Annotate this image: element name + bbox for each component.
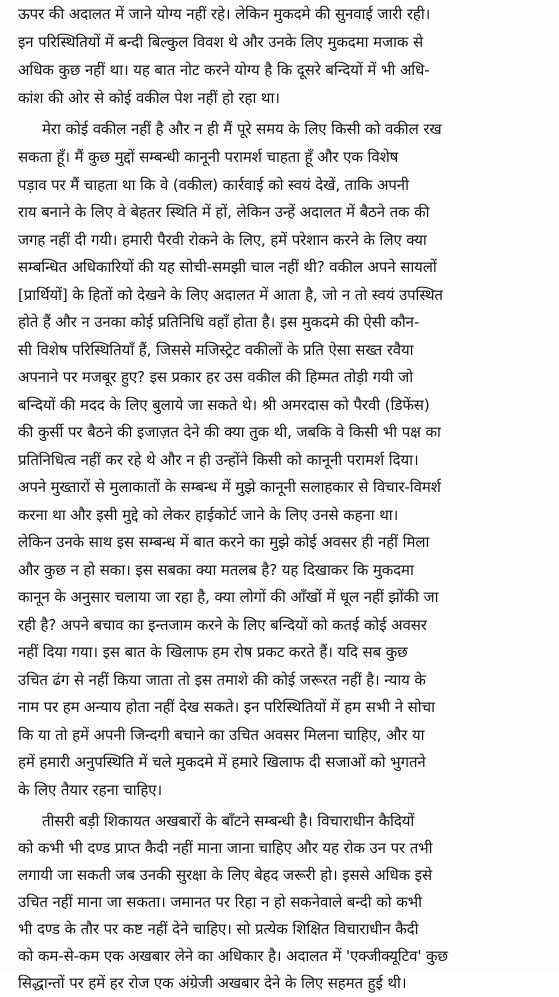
text-line: उचित ढंग से नहीं किया जाता तो इस तमाशे की कोई जरूरत नहीं है। न्याय के bbox=[18, 671, 426, 689]
text-line: और कुछ न हो सका। इस सबका क्या मतलब है? यह दिखाकर कि मुकदमा bbox=[18, 561, 414, 579]
text-line: के लिए तैयार रहना चाहिए। bbox=[18, 781, 163, 799]
text-line: जगह नहीं दी गयी। हमारी पैरवी रोकने के लिए, हमें परेशान करने के लिए क्या bbox=[18, 231, 427, 249]
text-line: भी दण्ड के तौर पर कष्ट नहीं देने चाहिए। सो प्रत्येक शिक्षित विचाराधीन कैदी bbox=[18, 920, 419, 938]
text-line: सी विशेष परिस्थितियाँ हैं, जिससे मजिस्ट्रेट वकीलों के प्रति ऐसा सख्त रवैया bbox=[18, 341, 414, 359]
text-line: की कुर्सी पर बैठने की इजाज़त देने की क्या तुक थी, जबकि वे किसी भी पक्ष का bbox=[18, 423, 441, 441]
text-line: रही है? अपने बचाव का इन्तजाम करने के लिए बन्दियों को कतई कोई अवसर bbox=[18, 616, 427, 634]
text-line: करना था और इसी मुद्दे को लेकर हाईकोर्ट जाने के लिए उनसे कहना था। bbox=[18, 506, 399, 524]
text-line: होते हैं और न उनका कोई प्रतिनिधि वहाँ होता है। इस मुकदमे की ऐसी कौन- bbox=[18, 313, 420, 331]
text-line: कानून के अनुसार चलाया जा रहा है, क्या लोगों की आँखों में धूल नहीं झोंकी जा bbox=[18, 588, 439, 606]
text-line: अधिक कुछ नहीं था। यह बात नोट करने योग्य है कि दूसरे बन्दियों में भी अधि- bbox=[18, 61, 430, 79]
text-line: बन्दियों की मदद के लिए बुलाये जा सकते थे। श्री अमरदास को पैरवी (डिफेंस) bbox=[18, 396, 430, 414]
text-line: राय बनाने के लिए वे बेहतर स्थिति में हों, लेकिन उन्हें अदालत में बैठने तक की bbox=[18, 203, 430, 221]
paragraph-first-line: मेरा कोई वकील नहीं है और न ही मैं पूरे समय के लिए किसी को वकील रख bbox=[42, 120, 442, 138]
paragraph-first-line: तीसरी बड़ी शिकायत अखबारों के बाँटने सम्बन्धी है। विचाराधीन कैदियों bbox=[42, 812, 415, 830]
text-line: सिद्धान्तों पर हमें हर रोज एक अंग्रेजी अखबार देने के लिए सहमत हुई थी। bbox=[18, 974, 407, 992]
text-line: सम्बन्धित अधिकारियों की यह सोची-समझी चाल नहीं थी? वकील अपने सायलों bbox=[18, 258, 437, 276]
text-line: ऊपर की अदालत में जाने योग्य नहीं रहे। लेकिन मुकदमे की सुनवाई जारी रही। bbox=[18, 5, 431, 23]
text-line: लगायी जा सकती जब उनकी सुरक्षा के लिए बेहद जरूरी हो। इससे अधिक इसे bbox=[18, 866, 432, 884]
text-line: अपने मुख्तारों से मुलाकातों के सम्बन्ध में मुझे कानूनी सलाहकार से विचार-विमर्श bbox=[18, 478, 441, 496]
text-line: इन परिस्थितियों में बन्दी बिल्कुल विवश थे और उनके लिए मुकदमा मजाक से bbox=[18, 33, 423, 51]
text-line: उचित नहीं माना जा सकता। जमानत पर रिहा न हो सकनेवाले बन्दी को कभी bbox=[18, 893, 422, 911]
text-line: हमें हमारी अनुपस्थिति में चले मुकदमे में हमारे खिलाफ दी सजाओं को भुगतने bbox=[18, 753, 426, 771]
text-line: सकता हूँ। मैं कुछ मुद्दों सम्बन्धी कानूनी परामर्श चाहता हूँ और एक विशेष bbox=[18, 148, 399, 166]
text-line: कि या तो हमें अपनी जिन्दगी बचाने का उचित अवसर मिलना चाहिए, और या bbox=[18, 726, 425, 744]
text-line: नहीं दिया गया। इस बात के खिलाफ हम रोष प्रकट करते हैं। यदि सब कुछ bbox=[18, 643, 408, 661]
text-line: प्रतिनिधित्व नहीं कर रहे थे और न ही उन्होंने किसी को कानूनी परामर्श दिया। bbox=[18, 451, 419, 469]
text-line: नाम पर हम अन्याय होता नहीं देख सकते। इन परिस्थितियों में हम सभी ने सोचा bbox=[18, 698, 435, 716]
text-line: को कम-से-कम एक अखबार लेने का अधिकार है। अदालत में 'एक्जीक्यूटिव' कुछ bbox=[18, 947, 448, 965]
text-line: कांश की ओर से कोई वकील पेश नहीं हो रहा था। bbox=[18, 89, 280, 107]
text-line: [प्रार्थियों] के हितों को देखने के लिए अदालत में आता है, जो न तो स्वयं उपस्थित bbox=[18, 286, 443, 304]
text-line: पड़ाव पर मैं चाहता था कि वे (वकील) कार्रवाई को स्वयं देखें, ताकि अपनी bbox=[18, 176, 409, 194]
text-line: को कभी भी दण्ड प्राप्त कैदी नहीं माना जाना चाहिए और यह रोक उन पर तभी bbox=[18, 839, 433, 857]
text-line: अपनाने पर मजबूर हुए? इस प्रकार हर उस वकील की हिम्मत तोड़ी गयी जो bbox=[18, 368, 413, 386]
text-line: लेकिन उनके साथ इस सम्बन्ध में बात करने का मुझे कोई अवसर ही नहीं मिला bbox=[18, 533, 430, 551]
